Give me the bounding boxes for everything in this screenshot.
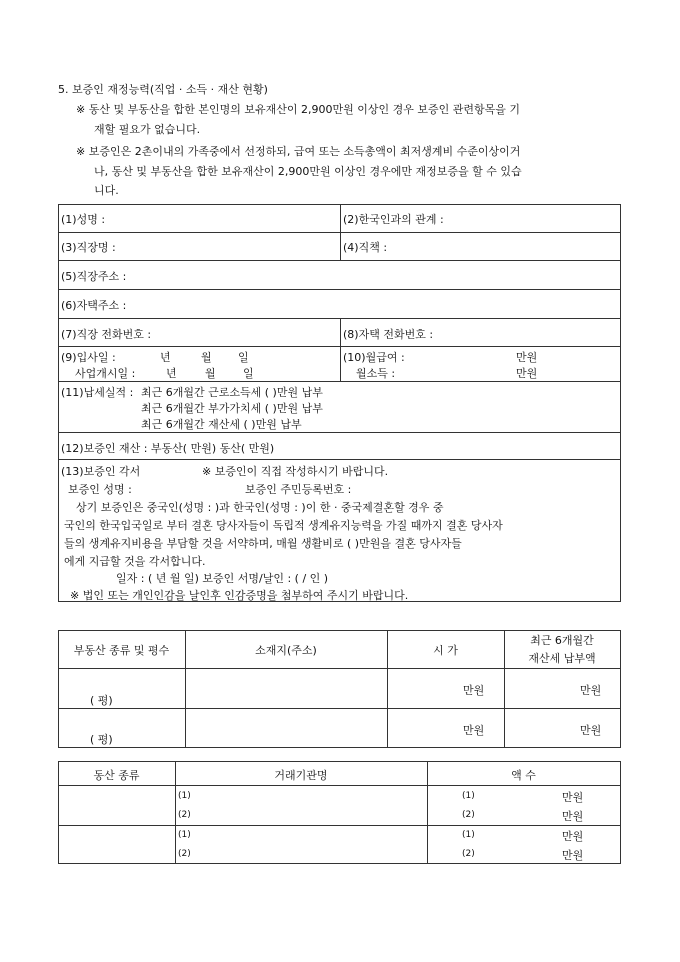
pledge-body-2: 국인의 한국입국일로 부터 결혼 당사자들이 독립적 생계유지능력을 가질 때까지 결혼 당사자 xyxy=(64,519,503,532)
hire-date-label[interactable]: (9)입사일 : xyxy=(61,351,116,364)
hire-month: 월 xyxy=(201,351,212,364)
mv-row-1-unit-2: 만원 xyxy=(562,810,584,823)
note-2-line-1: ※ 보증인은 2촌이내의 가족중에서 선정하되, 급여 또는 소득총액이 최저생계비 수준이상이거 xyxy=(76,145,521,158)
salary-unit: 만원 xyxy=(516,351,538,364)
pledge-title: (13)보증인 각서 xyxy=(61,465,141,478)
name-field[interactable]: (1)성명 : xyxy=(61,213,106,226)
pledge-note: ※ 보증인이 직접 작성하시기 바랍니다. xyxy=(202,465,389,478)
mv-header-institution: 거래기관명 xyxy=(274,769,328,782)
monthly-salary-label[interactable]: (10)월급여 : xyxy=(343,351,405,364)
work-address-field[interactable]: (5)직장주소 : xyxy=(61,270,127,283)
biz-day: 일 xyxy=(243,367,254,380)
section-title: 5. 보증인 재정능력(직업 · 소득 · 재산 현황) xyxy=(58,83,268,96)
re-row-1-tax[interactable]: 만원 xyxy=(580,684,602,697)
home-address-field[interactable]: (6)자택주소 : xyxy=(61,299,127,312)
income-unit: 만원 xyxy=(516,367,538,380)
re-header-kind: 부동산 종류 및 평수 xyxy=(73,644,170,657)
pledge-attach-note: ※ 법인 또는 개인인감을 날인후 인감증명을 첨부하여 주시기 바랍니다. xyxy=(70,589,409,602)
re-row-1-price[interactable]: 만원 xyxy=(463,684,485,697)
mv-header-amount: 액 수 xyxy=(511,769,536,782)
hire-day: 일 xyxy=(238,351,249,364)
tax-vat-line[interactable]: 최근 6개월간 부가가치세 ( )만원 납부 xyxy=(141,402,323,415)
pledge-id-field[interactable]: 보증인 주민등록번호 : xyxy=(245,483,352,496)
mv-row-1-inst-1[interactable]: (1) xyxy=(178,791,191,801)
biz-year: 년 xyxy=(166,367,177,380)
note-2-line-3: 니다. xyxy=(94,184,119,197)
workplace-field[interactable]: (3)직장명 : xyxy=(61,241,116,254)
re-row-2-kind[interactable]: ( 평) xyxy=(90,733,113,746)
mv-row-1-inst-2[interactable]: (2) xyxy=(178,810,191,820)
tax-income-line[interactable]: 최근 6개월간 근로소득세 ( )만원 납부 xyxy=(141,386,323,399)
mv-row-1-amt-1[interactable]: (1) xyxy=(462,791,475,801)
work-phone-field[interactable]: (7)직장 전화번호 : xyxy=(61,328,152,341)
tax-label: (11)납세실적 : xyxy=(61,386,134,399)
biz-month: 월 xyxy=(205,367,216,380)
mv-row-2-inst-1[interactable]: (1) xyxy=(178,830,191,840)
relation-field[interactable]: (2)한국인과의 관계 : xyxy=(343,213,444,226)
re-header-tax-2: 재산세 납부액 xyxy=(528,652,596,665)
note-2-line-2: 나, 동산 및 부동산을 합한 보유재산이 2,900만원 이상인 경우에만 재정보증을 할 수 있습 xyxy=(94,165,522,178)
assets-field[interactable]: (12)보증인 재산 : 부동산( 만원) 동산( 만원) xyxy=(61,442,275,455)
biz-start-label[interactable]: 사업개시일 : xyxy=(75,367,136,380)
re-header-price: 시 가 xyxy=(433,644,458,657)
re-row-2-price[interactable]: 만원 xyxy=(463,724,485,737)
pledge-body-1: 상기 보증인은 중국인(성명 : )과 한국인(성명 : )이 한 · 중국제결혼할 경우 중 xyxy=(76,501,444,514)
re-header-tax-1: 최근 6개월간 xyxy=(530,634,594,647)
monthly-income-label[interactable]: 월소득 : xyxy=(356,367,396,380)
re-row-1-kind[interactable]: ( 평) xyxy=(90,694,113,707)
pledge-body-4: 에게 지급할 것을 각서합니다. xyxy=(64,555,206,568)
position-field[interactable]: (4)직책 : xyxy=(343,241,388,254)
mv-row-2-amt-2[interactable]: (2) xyxy=(462,849,475,859)
mv-row-2-amt-1[interactable]: (1) xyxy=(462,830,475,840)
home-phone-field[interactable]: (8)자택 전화번호 : xyxy=(343,328,434,341)
pledge-name-field[interactable]: 보증인 성명 : xyxy=(68,483,132,496)
tax-property-line[interactable]: 최근 6개월간 재산세 ( )만원 납부 xyxy=(141,418,302,431)
mv-row-2-inst-2[interactable]: (2) xyxy=(178,849,191,859)
mv-row-2-unit-2: 만원 xyxy=(562,849,584,862)
pledge-body-3: 들의 생계유지비용을 부담할 것을 서약하며, 매월 생활비로 ( )만원을 결혼 당사자들 xyxy=(64,537,462,550)
mv-row-1-amt-2[interactable]: (2) xyxy=(462,810,475,820)
pledge-date-sign[interactable]: 일자 : ( 년 월 일) 보증인 서명/날인 : ( / 인 ) xyxy=(116,572,329,585)
note-1-line-1: ※ 동산 및 부동산을 합한 본인명의 보유재산이 2,900만원 이상인 경우 보증인 관련항목을 기 xyxy=(76,103,520,116)
re-row-2-tax[interactable]: 만원 xyxy=(580,724,602,737)
re-header-location: 소재지(주소) xyxy=(255,644,317,657)
hire-year: 년 xyxy=(160,351,171,364)
mv-row-2-unit-1: 만원 xyxy=(562,830,584,843)
mv-row-1-unit-1: 만원 xyxy=(562,791,584,804)
note-1-line-2: 재할 필요가 없습니다. xyxy=(94,123,201,136)
mv-header-kind: 동산 종류 xyxy=(93,769,140,782)
